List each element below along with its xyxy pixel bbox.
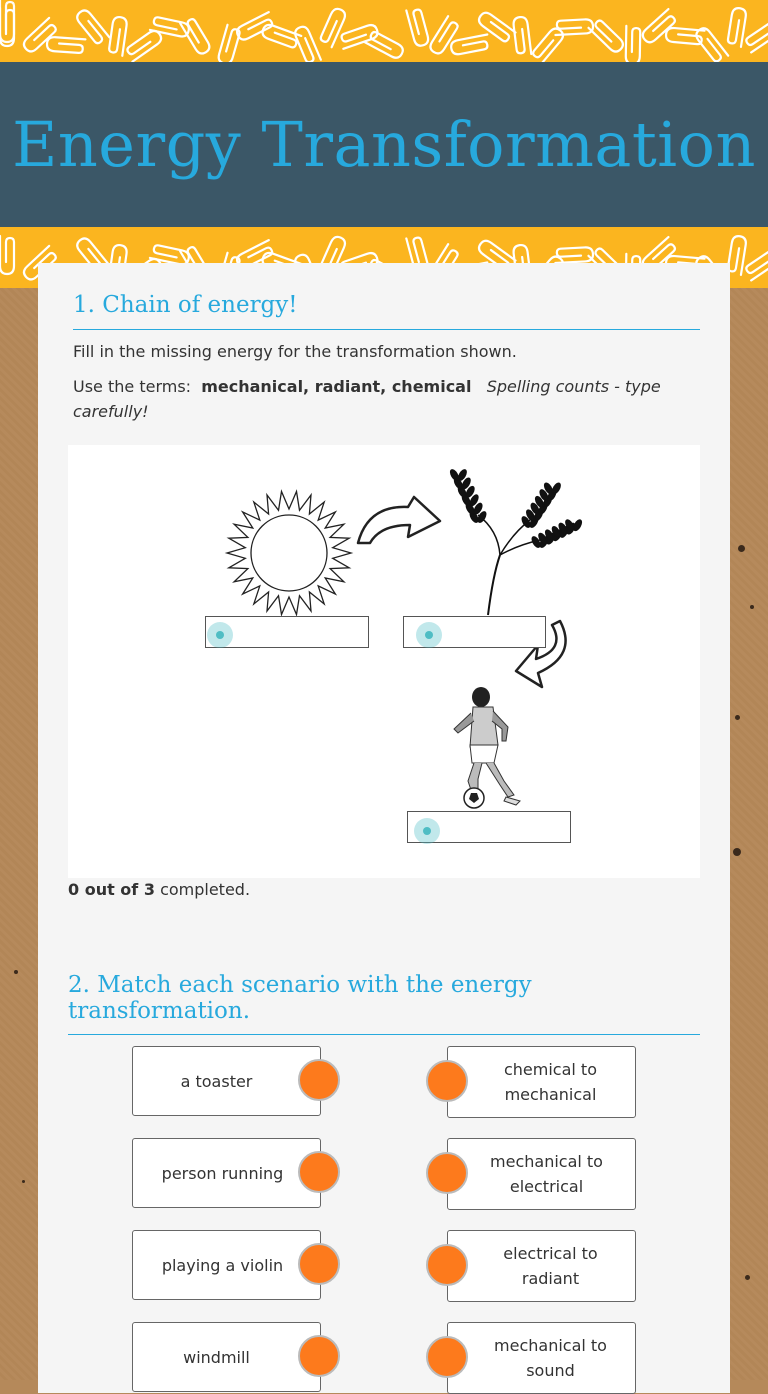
match-left-connector[interactable] (298, 1151, 340, 1193)
match-left-label: playing a violin (161, 1255, 284, 1275)
paperclip-shape (727, 235, 747, 275)
paperclip-shape (513, 16, 532, 55)
paperclip-shape (406, 7, 429, 47)
paperclip-shape (555, 19, 594, 35)
paperclip-shape (450, 35, 490, 56)
paperclip-shape (47, 37, 86, 54)
paperclip-shape (743, 248, 768, 281)
paperclip-shape (727, 7, 747, 47)
question1-terms (73, 374, 693, 424)
input-hint-dot (416, 622, 442, 648)
background-speck (745, 1275, 750, 1280)
match-right-electrical-radiant[interactable] (447, 1230, 636, 1302)
soccer-player-icon (454, 687, 520, 808)
paperclip-shape (150, 16, 190, 38)
terms-prefix: Use the terms: (73, 377, 192, 396)
page-title: Energy Transformation (12, 108, 756, 181)
question1-divider (73, 329, 700, 330)
match-left-connector[interactable] (298, 1243, 340, 1285)
progress-suffix: completed. (160, 880, 251, 899)
terms-list: mechanical, radiant, chemical (201, 377, 472, 396)
match-left-windmill[interactable] (132, 1322, 321, 1392)
paperclip-shape (339, 23, 379, 49)
paperclip-shape (124, 28, 163, 61)
paperclip-shape (626, 26, 641, 64)
paperclip-shape (477, 10, 516, 44)
input-hint-dot (207, 622, 233, 648)
input-hint-dot (414, 818, 440, 844)
input-hint-dot-core (216, 631, 224, 639)
input-hint-dot-core (423, 827, 431, 835)
match-left-connector[interactable] (298, 1335, 340, 1377)
paperclip-shape (428, 16, 460, 56)
wheat-grain (551, 482, 562, 495)
match-right-label: chemical to mechanical (503, 1060, 597, 1104)
sun-energy-input[interactable] (230, 619, 366, 647)
paperclip-shape (235, 12, 275, 42)
background-speck (14, 970, 18, 974)
background-speck (733, 848, 741, 856)
paperclip-shape (743, 20, 768, 53)
paperclip-shape (21, 18, 58, 54)
paperclip-shape (108, 16, 127, 56)
background-speck (22, 1180, 25, 1183)
match-left-label: person running (161, 1163, 284, 1183)
energy-chain-diagram (68, 445, 700, 878)
paperclip-shape (588, 18, 625, 54)
background-speck (738, 545, 745, 552)
terms-note: Spelling counts - type carefully! (73, 377, 661, 421)
match-left-label: a toaster (180, 1071, 253, 1091)
match-right-mechanical-electrical[interactable] (447, 1138, 636, 1210)
paperclip-shape (75, 8, 110, 46)
plant-energy-input[interactable] (428, 619, 543, 647)
diagram-illustration (68, 445, 700, 878)
question1-progress (68, 879, 250, 901)
sun-icon (227, 492, 351, 615)
arrow-right-icon (358, 497, 440, 543)
match-left-label: windmill (183, 1347, 250, 1367)
match-left-toaster[interactable] (132, 1046, 321, 1116)
player-energy-input[interactable] (432, 814, 568, 842)
match-right-mechanical-sound[interactable] (447, 1322, 636, 1394)
question1-instruction: Fill in the missing energy for the transformation shown. (73, 342, 517, 361)
match-right-label: mechanical to electrical (490, 1152, 603, 1196)
question2-divider (68, 1034, 700, 1035)
paperclip-shape (530, 26, 565, 64)
match-right-connector[interactable] (426, 1152, 468, 1194)
progress-count: 0 out of 3 (68, 880, 155, 899)
question2-title: 2. Match each scenario with the energy transformation. (68, 972, 532, 1024)
match-right-connector[interactable] (426, 1244, 468, 1286)
paperclip-shape (555, 247, 594, 263)
question1-title: 1. Chain of energy! (73, 292, 298, 318)
match-right-label: electrical to radiant (503, 1244, 598, 1288)
match-left-person-running[interactable] (132, 1138, 321, 1208)
match-right-connector[interactable] (426, 1060, 468, 1102)
input-hint-dot-core (425, 631, 433, 639)
match-right-connector[interactable] (426, 1336, 468, 1378)
match-right-chemical-mechanical[interactable] (447, 1046, 636, 1118)
match-left-playing-violin[interactable] (132, 1230, 321, 1300)
paperclip-shape (293, 25, 321, 65)
background-speck (735, 715, 740, 720)
match-left-connector[interactable] (298, 1059, 340, 1101)
paperclip-shape (0, 236, 14, 274)
match-right-label: mechanical to sound (494, 1336, 607, 1380)
wheat-icon (449, 468, 583, 615)
paperclip-shape (365, 30, 405, 60)
background-speck (750, 605, 754, 609)
